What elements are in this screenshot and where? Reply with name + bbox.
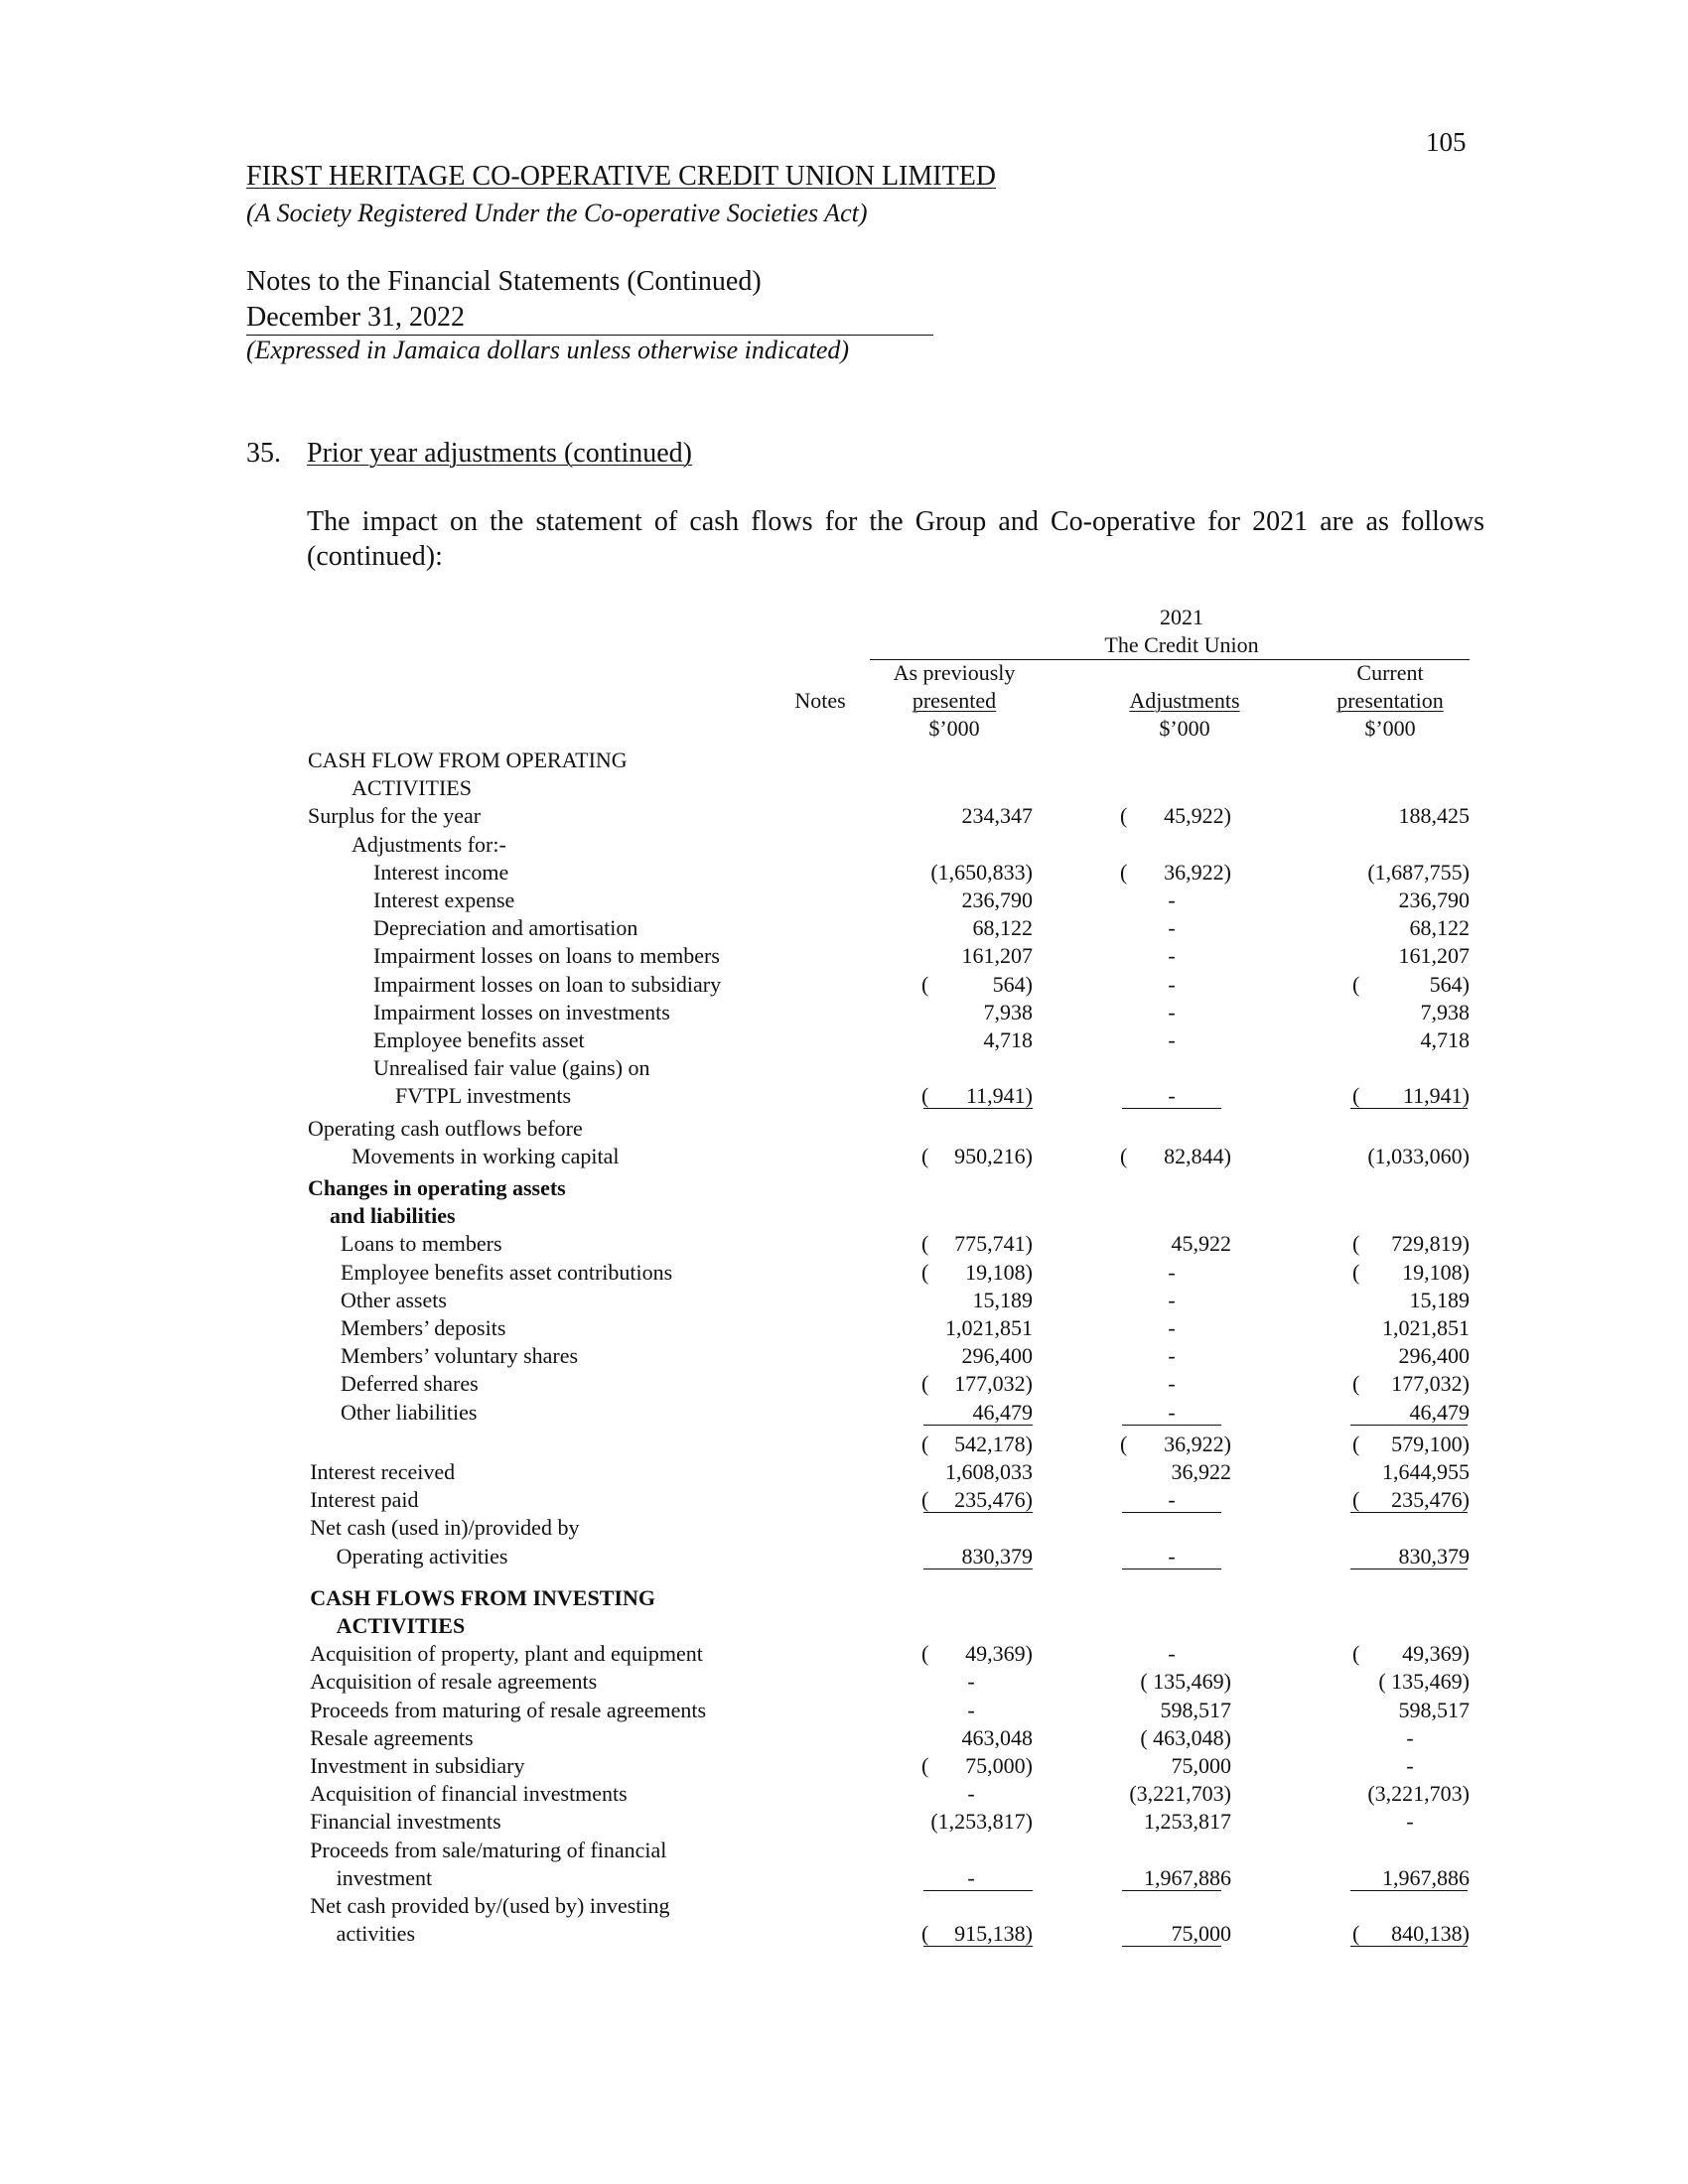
cell-c2-underline bbox=[1122, 1488, 1221, 1513]
cell-c1-open-paren: ( bbox=[921, 1641, 929, 1667]
cell-c3-open-paren: ( bbox=[1352, 1231, 1360, 1257]
cell-c1-value: 7,938 bbox=[983, 999, 1033, 1024]
cell-c1-value: 19,108) bbox=[965, 1259, 1033, 1285]
cell-c1-value: 75,000) bbox=[965, 1753, 1033, 1778]
cell-c2-value: - bbox=[1168, 1343, 1176, 1369]
cell-c1-value: (1,253,817) bbox=[930, 1809, 1033, 1835]
cell-c1-underline bbox=[923, 1545, 1033, 1570]
cell-c2-value: - bbox=[1168, 1027, 1176, 1052]
cell-c1-value: 46,479 bbox=[972, 1399, 1033, 1425]
header-col2-unit: $’000 bbox=[1159, 716, 1210, 741]
statement-date: December 31, 2022 bbox=[246, 302, 933, 336]
row-label: Adjustments for:- bbox=[352, 831, 506, 857]
cell-c3-value: - bbox=[1406, 1724, 1414, 1750]
cell-c1-underline bbox=[923, 1866, 1033, 1891]
row-label: Financial investments bbox=[310, 1809, 501, 1835]
row-label: Interest expense bbox=[373, 887, 515, 912]
header-year: 2021 bbox=[1160, 605, 1203, 629]
cell-c1-open-paren: ( bbox=[921, 971, 929, 997]
row-label: CASH FLOWS FROM INVESTING bbox=[310, 1584, 655, 1610]
cell-c2-value: - bbox=[1168, 1543, 1176, 1569]
section-intro: The impact on the statement of cash flows for the Group and Co-operative for 2021 are as follows (continued): bbox=[307, 506, 1484, 572]
cell-c2-value: - bbox=[1168, 1487, 1176, 1513]
row-label: Operating activities bbox=[336, 1543, 508, 1569]
cell-c2-value: - bbox=[1168, 999, 1176, 1024]
cell-c3-value: 49,369) bbox=[1402, 1641, 1470, 1667]
cell-c2-underline bbox=[1122, 1866, 1221, 1891]
cell-c2-value: - bbox=[1168, 887, 1176, 912]
row-label: Changes in operating assets bbox=[308, 1175, 566, 1200]
cell-c2-value: - bbox=[1168, 1399, 1176, 1425]
cell-c1-underline bbox=[923, 1401, 1033, 1426]
cell-c2-value: - bbox=[1168, 1371, 1176, 1397]
cell-c3-value: 1,021,851 bbox=[1382, 1315, 1470, 1340]
row-label: Impairment losses on loans to members bbox=[373, 943, 720, 969]
cell-c1-value: 161,207 bbox=[961, 943, 1033, 969]
cell-c3-underline bbox=[1350, 1866, 1468, 1891]
cell-c2-value: 36,922) bbox=[1164, 859, 1231, 885]
cell-c2-value: 75,000 bbox=[1171, 1921, 1231, 1947]
row-label: Resale agreements bbox=[310, 1724, 474, 1750]
row-label: Operating cash outflows before bbox=[308, 1115, 583, 1141]
cell-c3-value: 68,122 bbox=[1409, 915, 1470, 941]
cell-c3-underline bbox=[1350, 1084, 1468, 1109]
cell-c2-underline bbox=[1122, 1084, 1221, 1109]
cell-c2-value: ( 463,048) bbox=[1140, 1724, 1231, 1750]
cell-c2-value: 36,922) bbox=[1164, 1431, 1231, 1456]
row-label: Interest paid bbox=[310, 1487, 419, 1513]
notes-title: Notes to the Financial Statements (Continued) bbox=[246, 266, 762, 297]
cell-c1-value: 68,122 bbox=[972, 915, 1033, 941]
header-col1-line2: presented bbox=[912, 688, 997, 713]
header-col2-line1: Adjustments bbox=[1129, 688, 1240, 713]
cell-c1-underline bbox=[923, 1084, 1033, 1109]
cell-c1-value: 830,379 bbox=[961, 1543, 1033, 1569]
currency-note: (Expressed in Jamaica dollars unless otherwise indicated) bbox=[246, 336, 850, 364]
cell-c3-value: 1,967,886 bbox=[1382, 1864, 1470, 1890]
cell-c2-value: 36,922 bbox=[1171, 1459, 1231, 1484]
cell-c1-value: 11,941) bbox=[965, 1083, 1033, 1109]
row-label: Members’ deposits bbox=[341, 1315, 506, 1340]
row-label: Loans to members bbox=[341, 1231, 502, 1257]
cell-c2-value: 75,000 bbox=[1171, 1753, 1231, 1778]
row-label: Other liabilities bbox=[341, 1399, 478, 1425]
cell-c3-value: (1,687,755) bbox=[1367, 859, 1470, 885]
cell-c3-open-paren: ( bbox=[1352, 1259, 1360, 1285]
cell-c2-underline bbox=[1122, 1401, 1221, 1426]
cell-c2-value: - bbox=[1168, 1083, 1176, 1109]
cell-c1-underline bbox=[923, 1922, 1033, 1947]
cell-c3-value: 7,938 bbox=[1420, 999, 1470, 1024]
row-label: Movements in working capital bbox=[352, 1143, 620, 1168]
cell-c2-value: (3,221,703) bbox=[1129, 1781, 1231, 1807]
cell-c1-value: 463,048 bbox=[961, 1724, 1033, 1750]
cell-c3-value: 177,032) bbox=[1391, 1371, 1470, 1397]
cell-c3-open-paren: ( bbox=[1352, 1083, 1360, 1109]
cell-c3-underline bbox=[1350, 1488, 1468, 1513]
cell-c3-open-paren: ( bbox=[1352, 1487, 1360, 1513]
cell-c1-open-paren: ( bbox=[921, 1083, 929, 1109]
cell-c1-value: 564) bbox=[992, 971, 1033, 997]
cell-c1-underline bbox=[923, 1488, 1033, 1513]
cell-c1-value: 236,790 bbox=[961, 887, 1033, 912]
cell-c2-underline bbox=[1122, 1922, 1221, 1947]
cell-c3-value: 729,819) bbox=[1391, 1231, 1470, 1257]
cell-c2-value: - bbox=[1168, 971, 1176, 997]
row-label: Impairment losses on loan to subsidiary bbox=[373, 971, 722, 997]
row-label: FVTPL investments bbox=[395, 1083, 572, 1109]
row-label: Employee benefits asset bbox=[373, 1027, 585, 1052]
cell-c1-value: 1,608,033 bbox=[945, 1459, 1033, 1484]
cell-c1-value: 915,138) bbox=[954, 1921, 1033, 1947]
row-label: Proceeds from sale/maturing of financial bbox=[310, 1837, 667, 1862]
row-label: Impairment losses on investments bbox=[373, 999, 670, 1024]
cell-c2-value: - bbox=[1168, 1315, 1176, 1340]
row-label: Acquisition of resale agreements bbox=[310, 1669, 598, 1695]
cell-c3-value: - bbox=[1406, 1809, 1414, 1835]
cell-c3-value: 1,644,955 bbox=[1382, 1459, 1470, 1484]
cell-c1-value: 1,021,851 bbox=[945, 1315, 1033, 1340]
row-label: Deferred shares bbox=[341, 1371, 479, 1397]
row-label: Acquisition of financial investments bbox=[310, 1781, 628, 1807]
header-notes: Notes bbox=[794, 688, 846, 713]
row-label: Investment in subsidiary bbox=[310, 1753, 525, 1778]
cell-c3-value: 840,138) bbox=[1391, 1921, 1470, 1947]
section-number: 35. bbox=[246, 438, 281, 469]
cell-c2-open-paren: ( bbox=[1120, 859, 1128, 885]
cell-c1-value: 4,718 bbox=[983, 1027, 1033, 1052]
cell-c3-value: ( 135,469) bbox=[1378, 1669, 1470, 1695]
cell-c2-value: - bbox=[1168, 915, 1176, 941]
cell-c3-value: 46,479 bbox=[1409, 1399, 1470, 1425]
cell-c2-open-paren: ( bbox=[1120, 1431, 1128, 1456]
cell-c2-value: - bbox=[1168, 1259, 1176, 1285]
cell-c1-value: 542,178) bbox=[954, 1431, 1033, 1456]
header-entity: The Credit Union bbox=[1104, 632, 1259, 657]
cell-c1-value: 775,741) bbox=[954, 1231, 1033, 1257]
cell-c2-value: ( 135,469) bbox=[1140, 1669, 1231, 1695]
cell-c1-value: - bbox=[967, 1669, 975, 1695]
cell-c1-value: - bbox=[967, 1781, 975, 1807]
cell-c1-value: 49,369) bbox=[965, 1641, 1033, 1667]
cell-c2-value: 45,922 bbox=[1171, 1231, 1231, 1257]
row-label: and liabilities bbox=[330, 1203, 456, 1229]
cell-c3-value: 236,790 bbox=[1398, 887, 1470, 912]
cell-c1-value: 235,476) bbox=[954, 1487, 1033, 1513]
row-label: ACTIVITIES bbox=[336, 1613, 466, 1638]
cell-c2-value: - bbox=[1168, 943, 1176, 969]
cell-c3-value: - bbox=[1406, 1753, 1414, 1778]
row-label: Members’ voluntary shares bbox=[341, 1343, 579, 1369]
row-label: Interest income bbox=[373, 859, 509, 885]
cell-c3-open-paren: ( bbox=[1352, 971, 1360, 997]
cell-c3-value: 161,207 bbox=[1398, 943, 1470, 969]
cell-c1-value: 234,347 bbox=[961, 803, 1033, 829]
header-col3-unit: $’000 bbox=[1364, 716, 1416, 741]
cell-c2-open-paren: ( bbox=[1120, 803, 1128, 829]
cell-c1-open-paren: ( bbox=[921, 1259, 929, 1285]
cell-c1-value: - bbox=[967, 1697, 975, 1722]
cell-c3-value: 188,425 bbox=[1398, 803, 1470, 829]
cell-c3-value: 15,189 bbox=[1409, 1287, 1470, 1312]
cell-c1-open-paren: ( bbox=[921, 1431, 929, 1456]
page-number: 105 bbox=[1426, 127, 1467, 157]
cell-c3-value: 296,400 bbox=[1398, 1343, 1470, 1369]
row-label: Surplus for the year bbox=[308, 803, 482, 829]
cell-c1-open-paren: ( bbox=[921, 1231, 929, 1257]
cell-c2-value: 598,517 bbox=[1160, 1697, 1231, 1722]
cell-c1-value: (1,650,833) bbox=[930, 859, 1033, 885]
cell-c2-value: 45,922) bbox=[1164, 803, 1231, 829]
row-label: Net cash (used in)/provided by bbox=[310, 1515, 580, 1541]
cell-c3-open-paren: ( bbox=[1352, 1921, 1360, 1947]
cell-c3-value: 564) bbox=[1429, 971, 1470, 997]
cell-c3-value: (3,221,703) bbox=[1367, 1781, 1470, 1807]
cell-c1-open-paren: ( bbox=[921, 1371, 929, 1397]
row-label: ACTIVITIES bbox=[352, 775, 472, 801]
cell-c1-value: 296,400 bbox=[961, 1343, 1033, 1369]
cell-c1-open-paren: ( bbox=[921, 1921, 929, 1947]
row-label: Interest received bbox=[310, 1459, 456, 1484]
header-col3-line2: presentation bbox=[1336, 688, 1444, 713]
cell-c3-value: 579,100) bbox=[1391, 1431, 1470, 1456]
cell-c3-underline bbox=[1350, 1545, 1468, 1570]
row-label: activities bbox=[336, 1921, 416, 1947]
cell-c3-value: 598,517 bbox=[1398, 1697, 1470, 1722]
cell-c2-value: 1,253,817 bbox=[1144, 1809, 1231, 1835]
cell-c3-value: 4,718 bbox=[1420, 1027, 1470, 1052]
cell-c1-open-paren: ( bbox=[921, 1487, 929, 1513]
cell-c3-value: 235,476) bbox=[1391, 1487, 1470, 1513]
header-col3-line1: Current bbox=[1356, 660, 1424, 685]
cell-c3-value: 19,108) bbox=[1402, 1259, 1470, 1285]
organization-name: FIRST HERITAGE CO-OPERATIVE CREDIT UNION LIMITED bbox=[246, 161, 997, 192]
cell-c1-value: 15,189 bbox=[972, 1287, 1033, 1312]
cell-c2-open-paren: ( bbox=[1120, 1143, 1128, 1168]
cell-c2-value: - bbox=[1168, 1641, 1176, 1667]
row-label: Acquisition of property, plant and equipment bbox=[310, 1641, 703, 1667]
cell-c2-value: 1,967,886 bbox=[1144, 1864, 1231, 1890]
row-label: investment bbox=[336, 1864, 433, 1890]
row-label: CASH FLOW FROM OPERATING bbox=[308, 748, 628, 772]
cell-c2-underline bbox=[1122, 1545, 1221, 1570]
row-label: Unrealised fair value (gains) on bbox=[373, 1055, 650, 1081]
row-label: Net cash provided by/(used by) investing bbox=[310, 1893, 670, 1918]
cell-c1-open-paren: ( bbox=[921, 1753, 929, 1778]
row-label: Depreciation and amortisation bbox=[373, 915, 638, 941]
cell-c3-value: 11,941) bbox=[1402, 1083, 1470, 1109]
cell-c3-open-paren: ( bbox=[1352, 1371, 1360, 1397]
cell-c3-underline bbox=[1350, 1401, 1468, 1426]
cell-c3-open-paren: ( bbox=[1352, 1641, 1360, 1667]
row-label: Other assets bbox=[341, 1287, 447, 1312]
cell-c3-value: 830,379 bbox=[1398, 1543, 1470, 1569]
row-label: Proceeds from maturing of resale agreements bbox=[310, 1697, 707, 1722]
cell-c1-value: 950,216) bbox=[954, 1143, 1033, 1168]
header-col1-unit: $’000 bbox=[928, 716, 980, 741]
organization-subtitle: (A Society Registered Under the Co-operative Societies Act) bbox=[246, 199, 868, 227]
section-title: Prior year adjustments (continued) bbox=[307, 438, 693, 469]
cell-c2-value: 82,844) bbox=[1164, 1143, 1231, 1168]
cell-c1-value: - bbox=[967, 1864, 975, 1890]
cell-c3-open-paren: ( bbox=[1352, 1431, 1360, 1456]
cell-c3-value: (1,033,060) bbox=[1367, 1143, 1470, 1168]
header-col1-line1: As previously bbox=[893, 660, 1016, 685]
cell-c2-value: - bbox=[1168, 1287, 1176, 1312]
row-label: Employee benefits asset contributions bbox=[341, 1259, 673, 1285]
cell-c3-underline bbox=[1350, 1922, 1468, 1947]
cell-c1-open-paren: ( bbox=[921, 1143, 929, 1168]
cell-c1-value: 177,032) bbox=[954, 1371, 1033, 1397]
